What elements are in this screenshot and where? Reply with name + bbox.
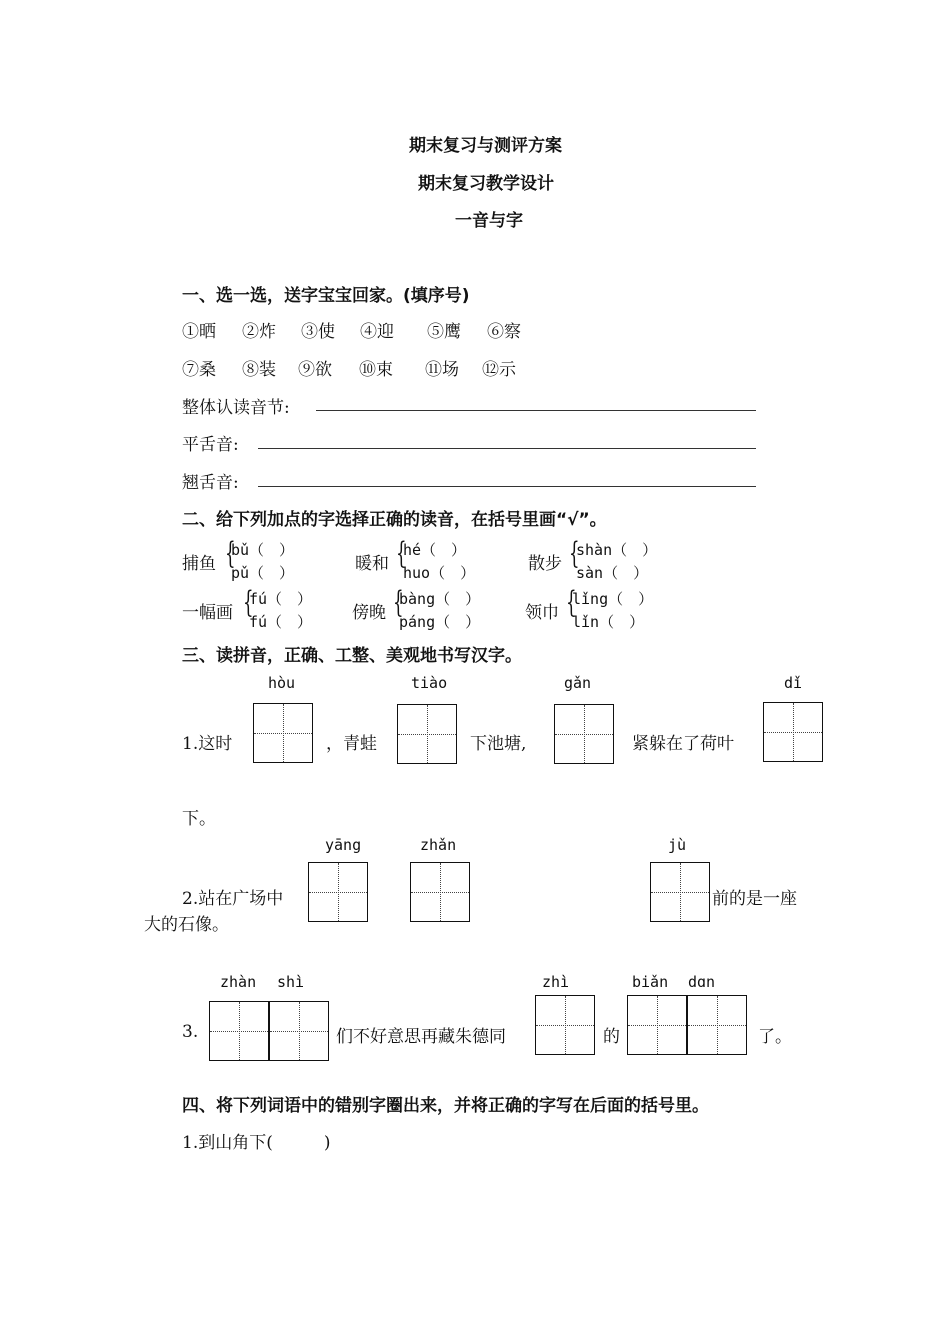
sentence-text: ，青蛙 (326, 734, 377, 754)
word: 捕鱼 (182, 554, 216, 574)
pinyin-label: shì (277, 973, 305, 991)
writing-grid-box[interactable] (687, 995, 747, 1055)
page-title: 期末复习与测评方案 (409, 136, 562, 156)
pinyin-label: tiào (411, 674, 448, 692)
writing-grid-box[interactable] (253, 703, 313, 763)
page-subtitle: 期末复习教学设计 (418, 174, 554, 194)
pinyin-label: dǐ (784, 674, 803, 692)
pinyin-choice[interactable]: huo（ ） (403, 564, 476, 582)
word: 领巾 (525, 603, 559, 623)
flat-tongue-label: 平舌音: (182, 435, 239, 455)
pinyin-choice[interactable]: bàng（ ） (399, 590, 481, 608)
pinyin-choice[interactable]: shàn（ ） (576, 541, 658, 559)
char-option: ⑤鹰 (427, 322, 461, 342)
brace: { (393, 585, 404, 620)
char-option: ⑩束 (359, 360, 393, 380)
sentence-text: 1.这时 (182, 734, 233, 754)
word: 傍晚 (352, 603, 386, 623)
section-2-heading: 二、给下列加点的字选择正确的读音，在括号里画“√”。 (182, 510, 607, 530)
char-option: ①晒 (182, 322, 216, 342)
whole-syllable-answer-line[interactable] (316, 410, 756, 411)
section-4-heading: 四、将下列词语中的错别字圈出来，并将正确的字写在后面的括号里。 (182, 1096, 709, 1116)
char-option: ⑦桑 (182, 360, 216, 380)
pinyin-choice[interactable]: sàn（ ） (576, 564, 649, 582)
char-option: ②炸 (242, 322, 276, 342)
sentence-text: 2.站在广场中 (182, 889, 284, 909)
brace: { (396, 536, 407, 571)
writing-grid-box[interactable] (535, 995, 595, 1055)
writing-grid-box[interactable] (650, 862, 710, 922)
pinyin-label: dɑn (688, 973, 716, 991)
pinyin-choice[interactable]: lǐng（ ） (572, 590, 654, 608)
pinyin-choice[interactable]: fú（ ） (249, 613, 313, 631)
writing-grid-box[interactable] (627, 995, 687, 1055)
writing-grid-box[interactable] (397, 704, 457, 764)
pinyin-choice[interactable]: hé（ ） (403, 541, 467, 559)
sentence-text: 了。 (758, 1027, 792, 1047)
sentence-text: 前的是一座 (712, 889, 797, 909)
sentence-text: 3. (182, 1022, 199, 1042)
char-option: ⑧装 (242, 360, 276, 380)
pinyin-label: zhàn (220, 973, 257, 991)
char-option: ⑨欲 (298, 360, 332, 380)
char-option: ④迎 (360, 322, 394, 342)
section-3-heading: 三、读拼音，正确、工整、美观地书写汉字。 (182, 646, 522, 666)
pinyin-label: gǎn (564, 674, 592, 692)
writing-grid-box[interactable] (554, 704, 614, 764)
curled-tongue-answer-line[interactable] (258, 486, 756, 487)
pinyin-label: hòu (268, 674, 296, 692)
char-option: ⑥察 (487, 322, 521, 342)
sentence-text: 下。 (182, 809, 216, 829)
sentence-text: 紧躲在了荷叶 (632, 734, 734, 754)
writing-grid-box[interactable] (410, 862, 470, 922)
word: 暖和 (355, 554, 389, 574)
pinyin-choice[interactable]: lǐn（ ） (572, 613, 645, 631)
pinyin-label: zhì (542, 973, 570, 991)
flat-tongue-answer-line[interactable] (258, 448, 756, 449)
question-item[interactable]: 1.到山角下( ) (182, 1133, 331, 1153)
pinyin-choice[interactable]: bǔ（ ） (231, 541, 295, 559)
pinyin-label: yāng (325, 836, 362, 854)
char-option: ③使 (301, 322, 335, 342)
writing-grid-box[interactable] (269, 1001, 329, 1061)
pinyin-label: zhǎn (420, 836, 457, 854)
brace: { (225, 536, 236, 571)
word: 一幅画 (182, 603, 233, 623)
whole-syllable-label: 整体认读音节: (182, 398, 290, 418)
brace: { (566, 585, 577, 620)
pinyin-choice[interactable]: páng（ ） (399, 613, 481, 631)
sentence-text: 下池塘, (470, 734, 527, 754)
sentence-text: 们不好意思再藏朱德同 (336, 1027, 506, 1047)
word: 散步 (528, 554, 562, 574)
writing-grid-box[interactable] (763, 702, 823, 762)
char-option: ⑫示 (482, 360, 516, 380)
brace: { (243, 585, 254, 620)
brace: { (569, 536, 580, 571)
curled-tongue-label: 翘舌音: (182, 473, 239, 493)
writing-grid-box[interactable] (308, 862, 368, 922)
section-title: 一音与字 (455, 211, 523, 231)
writing-grid-box[interactable] (209, 1001, 269, 1061)
sentence-text: 的 (603, 1027, 620, 1047)
pinyin-choice[interactable]: fú（ ） (249, 590, 313, 608)
sentence-text: 大的石像。 (144, 915, 229, 935)
pinyin-label: biǎn (632, 973, 669, 991)
pinyin-label: jù (668, 836, 687, 854)
pinyin-choice[interactable]: pǔ（ ） (231, 564, 295, 582)
section-1-heading: 一、选一选，送字宝宝回家。(填序号) (182, 286, 470, 306)
char-option: ⑪场 (425, 360, 459, 380)
